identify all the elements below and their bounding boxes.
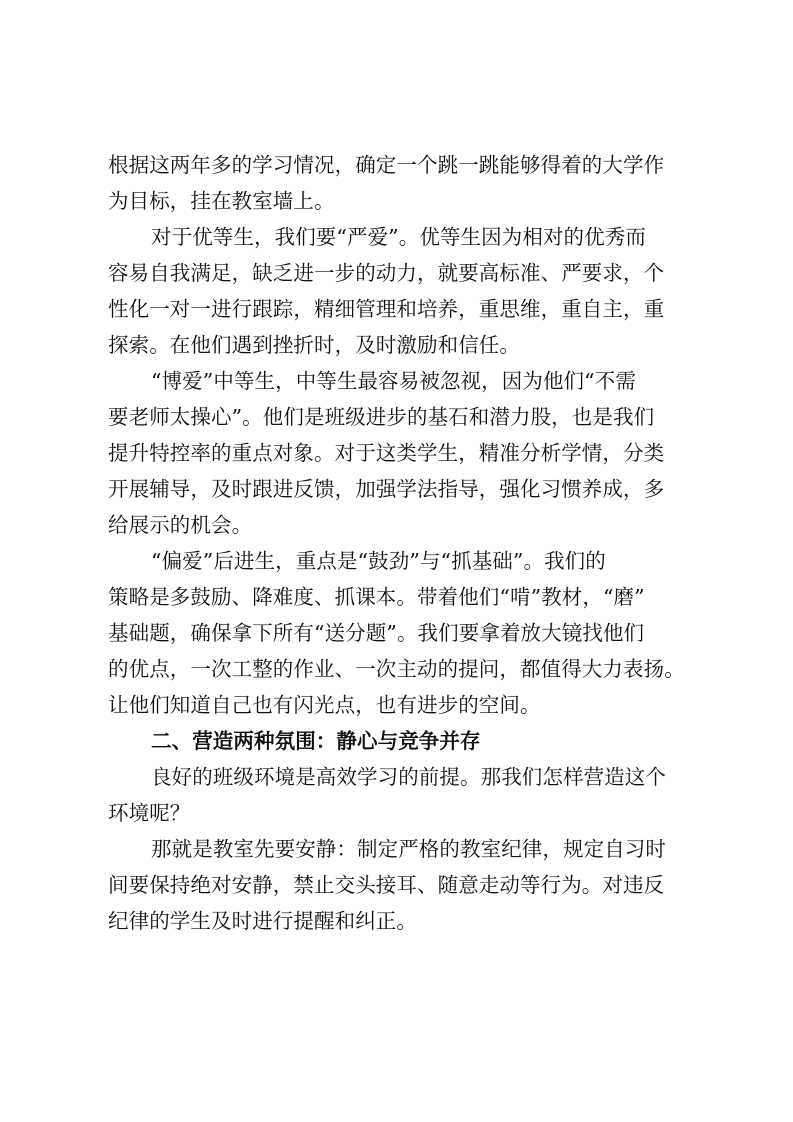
text-line: 纪律的学生及时进行提醒和纠正。 bbox=[108, 909, 417, 933]
text-line: 为目标，挂在教室墙上。 bbox=[108, 189, 335, 213]
text-line: “博爱”中等生，中等生最容易被忽视，因为他们“不需 bbox=[151, 369, 636, 393]
text-line: 根据这两年多的学习情况，确定一个跳一跳能够得着的大学作 bbox=[108, 153, 665, 177]
text-line: 基础题，确保拿下所有“送分题”。我们要拿着放大镜找他们 bbox=[108, 621, 645, 645]
text-line: 让他们知道自己也有闪光点，也有进步的空间。 bbox=[108, 693, 541, 717]
text-line: 容易自我满足，缺乏进一步的动力，就要高标准、严要求，个 bbox=[108, 261, 665, 285]
text-line: 那就是教室先要安静：制定严格的教室纪律，规定自习时 bbox=[151, 837, 666, 861]
text-line: 的优点，一次工整的作业、一次主动的提问，都值得大力表扬。 bbox=[108, 657, 685, 681]
text-line: 提升特控率的重点对象。对于这类学生，精准分析学情，分类 bbox=[108, 441, 665, 465]
text-line: 对于优等生，我们要“严爱”。优等生因为相对的优秀而 bbox=[151, 225, 646, 249]
text-line: 性化一对一进行跟踪，精细管理和培养，重思维，重自主，重 bbox=[108, 297, 665, 321]
text-line: 环境呢？ bbox=[108, 801, 191, 825]
text-line: 开展辅导，及时跟进反馈，加强学法指导，强化习惯养成，多 bbox=[108, 477, 665, 501]
text-line: 探索。在他们遇到挫折时，及时激励和信任。 bbox=[108, 333, 520, 357]
text-line: 要老师太操心”。他们是班级进步的基石和潜力股，也是我们 bbox=[108, 405, 655, 429]
text-line: 策略是多鼓励、降难度、抓课本。带着他们“啃”教材，“磨” bbox=[108, 585, 645, 609]
text-line: “偏爱”后进生，重点是“鼓劲”与“抓基础”。我们的 bbox=[151, 549, 606, 573]
text-line: 间要保持绝对安静，禁止交头接耳、随意走动等行为。对违反 bbox=[108, 873, 665, 897]
text-line: 良好的班级环境是高效学习的前提。那我们怎样营造这个 bbox=[151, 765, 666, 789]
text-line: 给展示的机会。 bbox=[108, 513, 253, 537]
document-page bbox=[108, 147, 696, 939]
section-heading: 二、营造两种氛围：静心与竞争并存 bbox=[151, 729, 481, 753]
